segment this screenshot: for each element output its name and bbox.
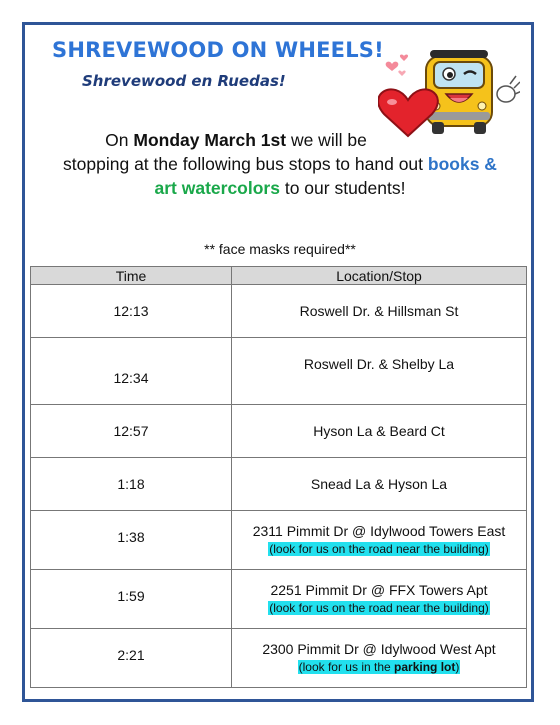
intro-line1-rest: we will be xyxy=(290,130,367,150)
page-subtitle: Shrevewood en Ruedas! xyxy=(82,72,286,90)
stop-time-text: 1:38 xyxy=(117,528,145,545)
table-row xyxy=(31,405,527,458)
page-title: SHREVEWOOD ON WHEELS! xyxy=(52,38,384,62)
stop-location xyxy=(232,570,527,629)
bus-stop-schedule-table xyxy=(30,266,527,688)
watercolors-highlight: art watercolors xyxy=(154,178,280,198)
stop-time: 12:13 xyxy=(31,285,232,338)
stop-location xyxy=(232,511,527,570)
table-row xyxy=(31,511,527,570)
note-bold-text: parking lot xyxy=(394,660,456,674)
stop-time xyxy=(31,338,232,405)
face-mask-notice: ** face masks required** xyxy=(204,241,356,257)
stop-location-text: Snead La & Hyson La xyxy=(310,475,448,492)
table-row xyxy=(31,338,527,405)
time-column-header: Time xyxy=(31,267,232,285)
intro-line2-text: stopping at the following bus stops to hand out xyxy=(63,154,424,174)
intro-on: On xyxy=(105,130,129,150)
stop-location xyxy=(232,405,527,458)
stop-location-text: Roswell Dr. & Hillsman St xyxy=(299,302,459,319)
table-row xyxy=(31,458,527,511)
stop-location xyxy=(232,285,527,338)
note-text: (look for us on the road near the building) xyxy=(269,542,489,556)
school-bus-mascot-icon xyxy=(378,42,520,142)
intro-line3-rest: to our students! xyxy=(284,178,406,198)
table-row xyxy=(31,570,527,629)
location-column-header: Location/Stop xyxy=(232,267,527,285)
stop-time xyxy=(31,570,232,629)
stop-location-note xyxy=(268,542,489,556)
stop-location-note xyxy=(298,660,461,674)
stop-time-text: 2:21 xyxy=(117,646,145,663)
note-text: (look for us in the xyxy=(298,660,395,674)
intro-line-1 xyxy=(0,128,530,152)
table-row xyxy=(31,285,527,338)
stop-location-text: 2251 Pimmit Dr @ FFX Towers Apt xyxy=(270,582,488,598)
stop-location-text: 2300 Pimmit Dr @ Idylwood West Apt xyxy=(262,641,496,657)
event-date: Monday March 1st xyxy=(133,130,287,150)
stop-time xyxy=(31,629,232,688)
stop-time-text: 1:59 xyxy=(117,587,145,604)
stop-time: 12:57 xyxy=(31,405,232,458)
intro-paragraph xyxy=(30,128,530,200)
stop-location-text: Roswell Dr. & Shelby La xyxy=(303,355,455,372)
stop-location-text: 2311 Pimmit Dr @ Idylwood Towers East xyxy=(252,523,506,539)
stop-location-text: Hyson La & Beard Ct xyxy=(313,422,445,439)
table-header-row xyxy=(31,267,527,285)
stop-time: 1:18 xyxy=(31,458,232,511)
stop-location xyxy=(232,629,527,688)
books-highlight: books & xyxy=(427,154,497,174)
stop-time-text: 12:34 xyxy=(113,369,149,386)
stop-location xyxy=(232,338,527,405)
table-row xyxy=(31,629,527,688)
stop-time xyxy=(31,511,232,570)
stop-location xyxy=(232,458,527,511)
stop-location-note xyxy=(268,601,489,615)
note-text: (look for us on the road near the building) xyxy=(269,601,489,615)
note-text-end: ) xyxy=(455,660,460,674)
